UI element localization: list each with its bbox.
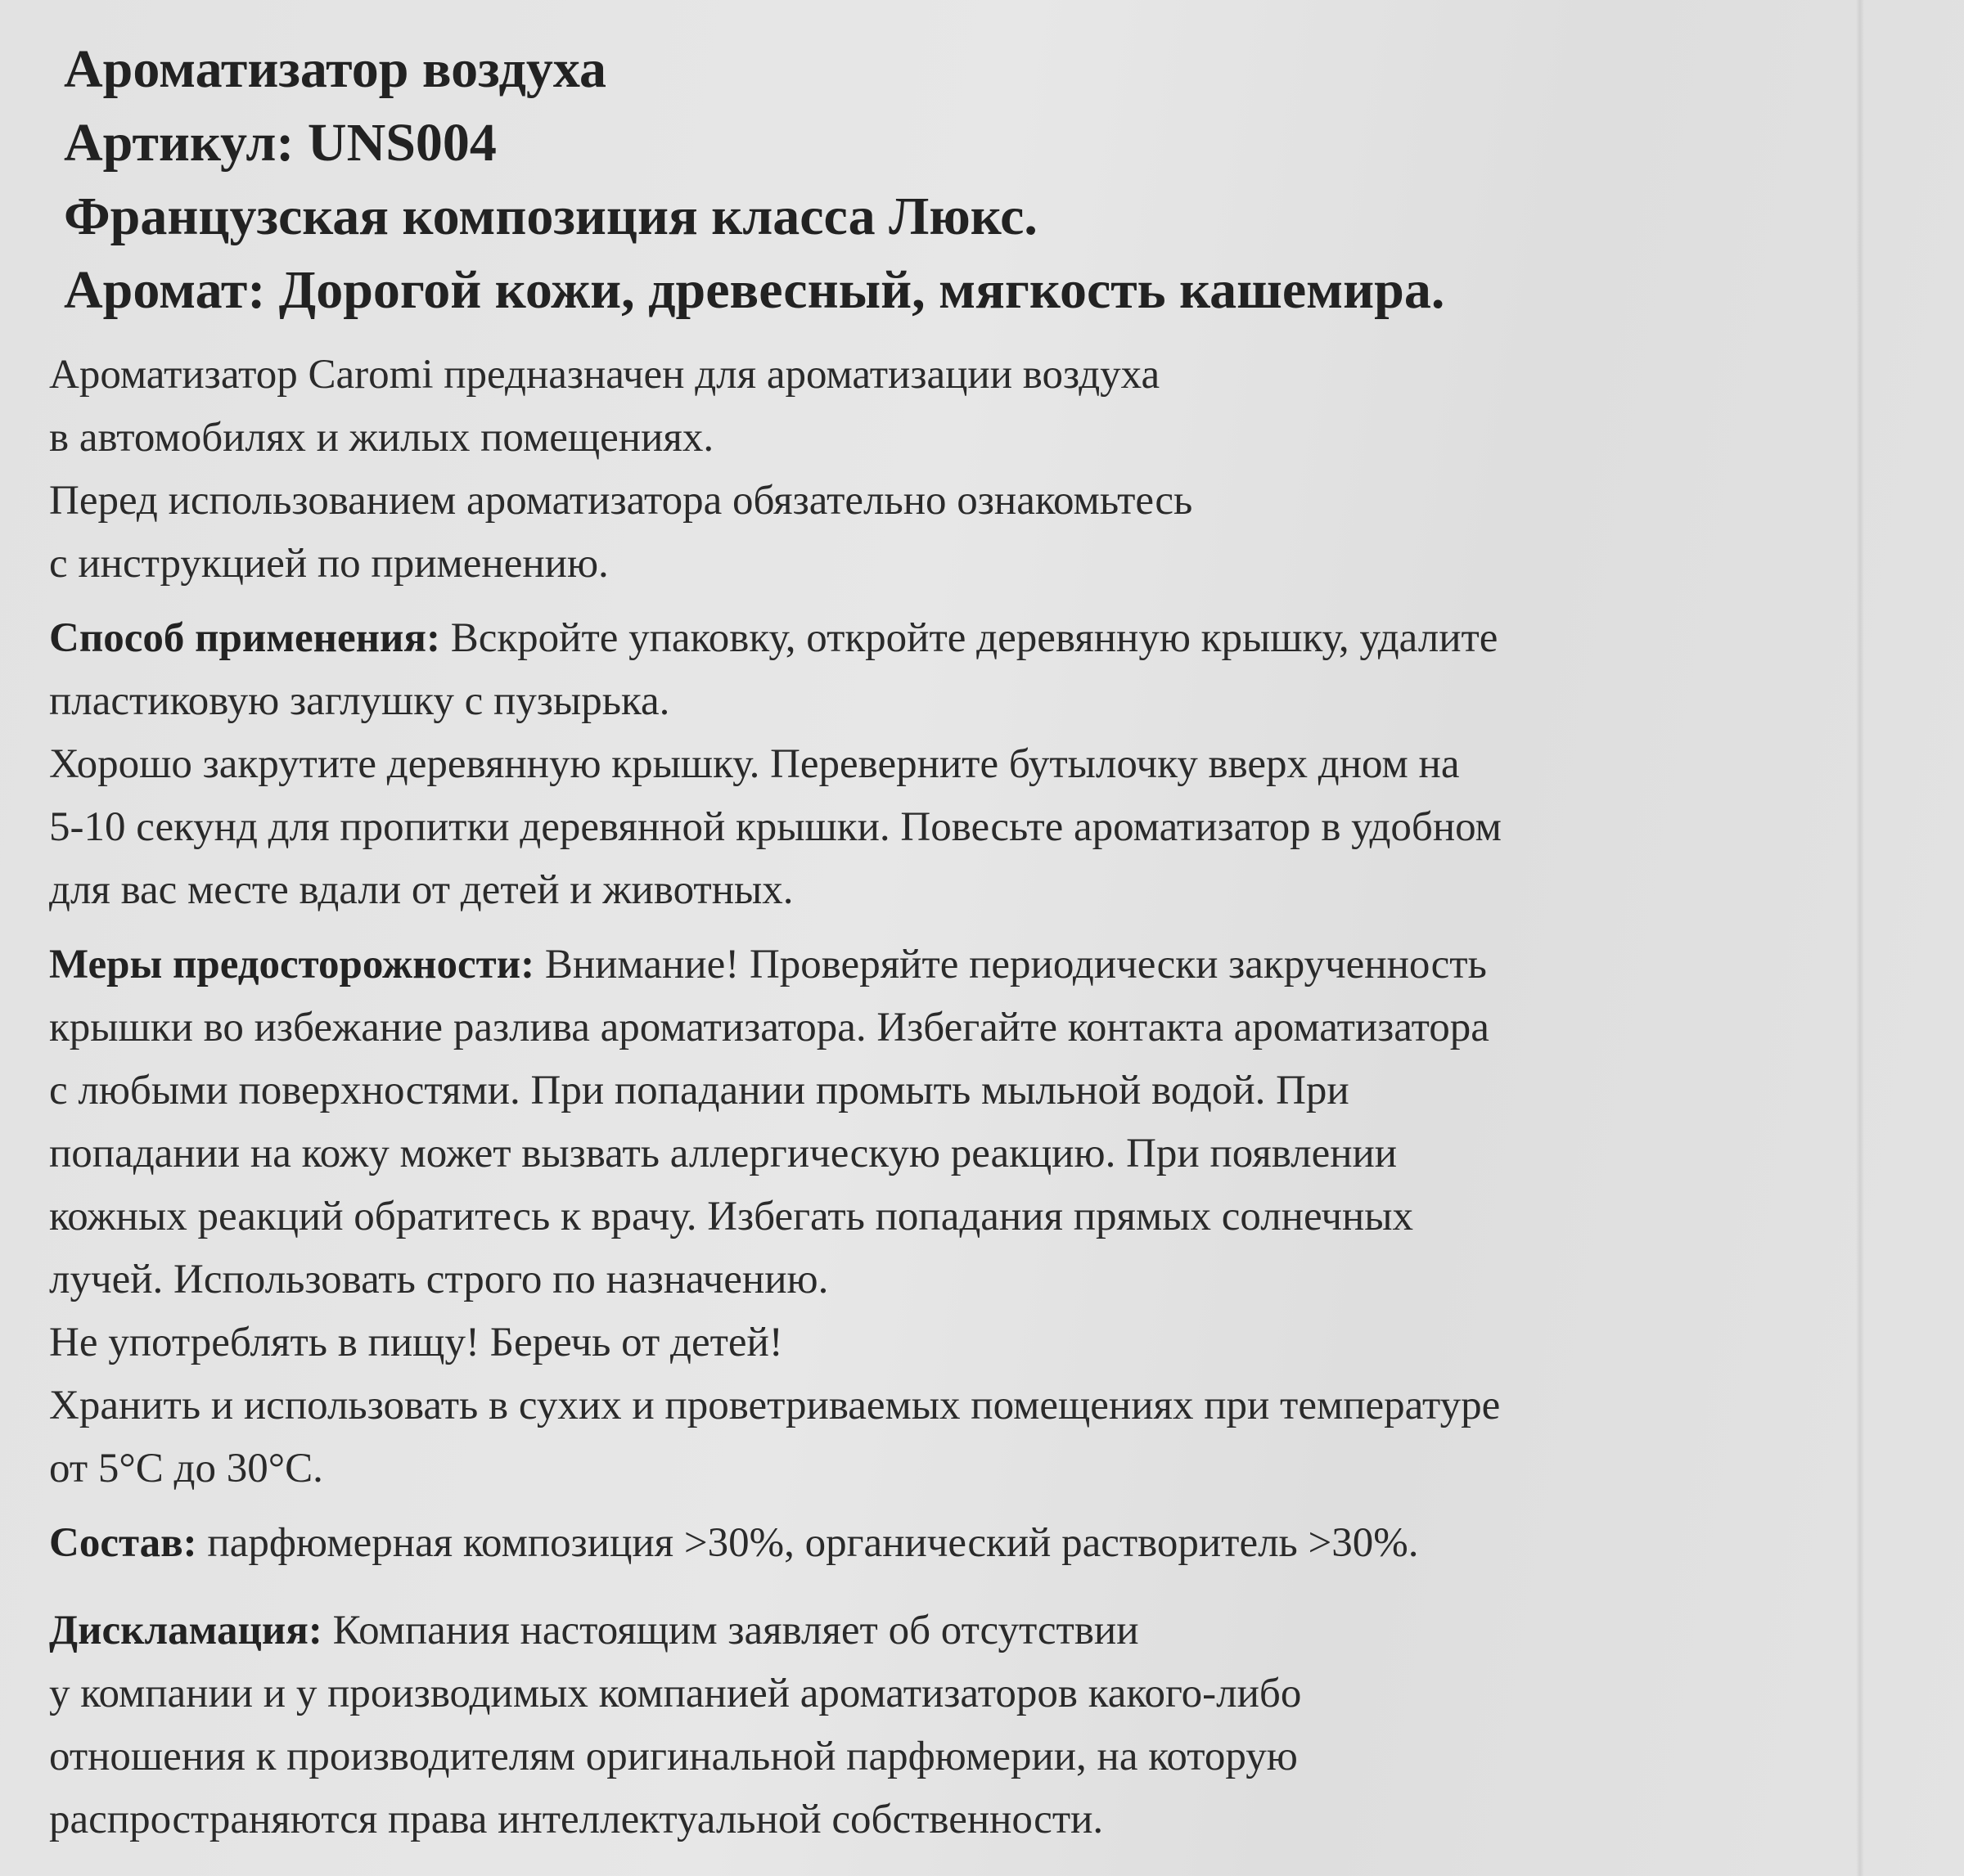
article-number: Артикул: UNS004 bbox=[64, 113, 497, 173]
precautions-line: с любыми поверхностями. При попадании промыть мыльной водой. При bbox=[49, 1068, 1349, 1113]
section-spacer bbox=[49, 1500, 1923, 1512]
precautions-line: крышки во избежание разлива ароматизатора. Избегайте контакта ароматизатора bbox=[49, 1005, 1489, 1050]
usage-first-text: Вскройте упаковку, откройте деревянную крышку, удалите bbox=[439, 615, 1498, 661]
fragrance-notes: Аромат: Дорогой кожи, древесный, мягкость кашемира. bbox=[64, 260, 1445, 320]
label-body bbox=[49, 344, 1923, 1851]
product-name: Ароматизатор воздуха bbox=[64, 39, 606, 99]
intro-line: Перед использованием ароматизатора обязательно ознакомьтесь bbox=[49, 478, 1193, 524]
precautions-line: кожных реакций обратитесь к врачу. Избегать попадания прямых солнечных bbox=[49, 1194, 1414, 1239]
disclaimer-line: распространяются права интеллектуальной собственности. bbox=[49, 1797, 1104, 1842]
intro-line: в автомобилях и жилых помещениях. bbox=[49, 415, 714, 461]
usage-line: пластиковую заглушку с пузырька. bbox=[49, 678, 670, 724]
precautions-first-line bbox=[49, 934, 1923, 996]
usage-term: Способ применения: bbox=[49, 615, 440, 661]
precautions-line: лучей. Использовать строго по назначению. bbox=[49, 1257, 829, 1302]
precautions-term: Меры предосторожности: bbox=[49, 942, 535, 987]
section-spacer bbox=[49, 922, 1923, 934]
composition-section bbox=[49, 1512, 1923, 1575]
precautions-line: Хранить и использовать в сухих и проветриваемых помещениях при температуре bbox=[49, 1383, 1501, 1428]
precautions-line: попадании на кожу может вызвать аллергическую реакцию. При появлении bbox=[49, 1131, 1398, 1176]
usage-line: Хорошо закрутите деревянную крышку. Переверните бутылочку вверх дном на bbox=[49, 741, 1460, 787]
composition-term: Состав: bbox=[49, 1520, 197, 1566]
disclaimer-term: Дискламация: bbox=[49, 1608, 322, 1653]
intro-line: Ароматизатор Caromi предназначен для ароматизации воздуха bbox=[49, 352, 1160, 398]
label-header bbox=[64, 33, 1938, 327]
disclaimer-first-line bbox=[49, 1599, 1923, 1662]
usage-first-line bbox=[49, 607, 1923, 670]
precautions-line: Не употреблять в пищу! Беречь от детей! bbox=[49, 1320, 783, 1365]
disclaimer-first-text: Компания настоящим заявляет об отсутствии bbox=[322, 1608, 1139, 1653]
usage-line: для вас месте вдали от детей и животных. bbox=[49, 867, 794, 913]
usage-line: 5-10 секунд для пропитки деревянной крышки. Повесьте ароматизатор в удобном bbox=[49, 804, 1502, 850]
disclaimer-section bbox=[49, 1599, 1923, 1851]
intro-line: с инструкцией по применению. bbox=[49, 541, 609, 587]
precautions-section bbox=[49, 934, 1923, 1500]
composition-class: Французская композиция класса Люкс. bbox=[64, 187, 1038, 246]
precautions-first-text: Внимание! Проверяйте периодически закрученность bbox=[534, 942, 1487, 987]
section-spacer bbox=[49, 596, 1923, 607]
precautions-line: от 5°C до 30°C. bbox=[49, 1446, 323, 1491]
intro-section bbox=[49, 344, 1923, 596]
disclaimer-line: у компании и у производимых компанией ароматизаторов какого-либо bbox=[49, 1671, 1302, 1716]
disclaimer-line: отношения к производителям оригинальной парфюмерии, на которую bbox=[49, 1734, 1298, 1779]
composition-line bbox=[49, 1512, 1923, 1575]
usage-section bbox=[49, 607, 1923, 922]
composition-text: парфюмерная композиция >30%, органический растворитель >30%. bbox=[196, 1520, 1419, 1566]
section-spacer bbox=[49, 1575, 1923, 1599]
